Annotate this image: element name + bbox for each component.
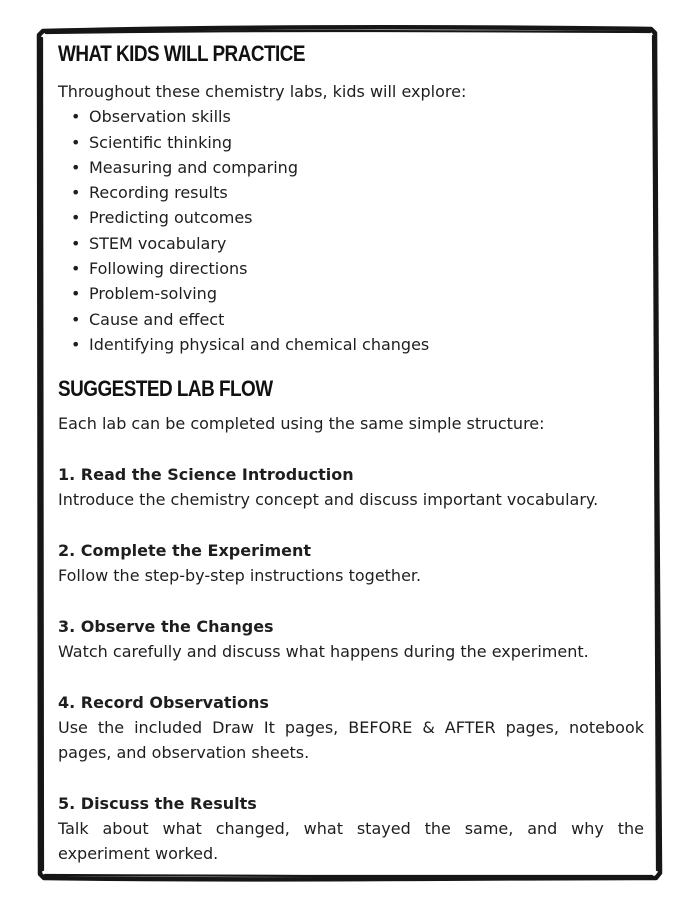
step-description: Follow the step-by-step instructions together.	[58, 566, 422, 586]
list-item	[58, 332, 644, 357]
list-item	[58, 307, 644, 332]
step-title: 3. Observe the Changes	[58, 616, 274, 636]
step-title: 4. Record Observations	[58, 692, 269, 712]
step-title: 1. Read the Science Introduction	[58, 464, 354, 484]
step-description: Talk about what changed, what stayed the same, and why the experiment worked.	[58, 819, 644, 864]
step-description: Use the included Draw It pages, BEFORE & AFTER pages, notebook pages, and observation sheets.	[58, 717, 644, 763]
bullet-icon: •	[71, 284, 81, 304]
list-item	[58, 231, 644, 256]
list-item-label: Recording results	[89, 183, 228, 203]
list-item-label: Measuring and comparing	[89, 157, 298, 177]
practice-section	[58, 40, 644, 357]
bullet-icon: •	[71, 183, 81, 203]
lab-flow-intro: Each lab can be completed using the same simple structure:	[58, 414, 545, 434]
list-item-label: Predicting outcomes	[89, 208, 253, 228]
bullet-icon: •	[71, 259, 81, 279]
list-item-label: Identifying physical and chemical changes	[89, 334, 430, 354]
lab-step	[58, 538, 644, 589]
bullet-icon: •	[71, 309, 81, 329]
bullet-icon: •	[71, 157, 81, 177]
step-title: 5. Discuss the Results	[58, 793, 257, 813]
lab-step	[58, 791, 644, 867]
list-item-label: Problem-solving	[89, 284, 217, 304]
list-item	[58, 155, 644, 180]
list-item	[58, 104, 644, 129]
step-description: Introduce the chemistry concept and discuss important vocabulary.	[58, 490, 599, 510]
bullet-icon: •	[71, 208, 81, 228]
list-item-label: STEM vocabulary	[89, 233, 227, 253]
lab-flow-heading: SUGGESTED LAB FLOW	[58, 376, 273, 402]
practice-heading: WHAT KIDS WILL PRACTICE	[58, 41, 306, 66]
list-item-label: Scientific thinking	[89, 132, 233, 152]
practice-list	[58, 104, 644, 357]
bullet-icon: •	[71, 233, 81, 253]
list-item	[58, 205, 644, 230]
lab-flow-section	[58, 375, 644, 866]
step-description: Watch carefully and discuss what happens during the experiment.	[58, 641, 589, 661]
page-content	[58, 40, 644, 867]
list-item-label: Observation skills	[89, 107, 231, 127]
list-item	[58, 180, 644, 205]
list-item-label: Following directions	[89, 259, 248, 279]
list-item	[58, 256, 644, 281]
lab-step	[58, 462, 644, 513]
lab-step	[58, 614, 644, 665]
bullet-icon: •	[71, 334, 81, 354]
bullet-icon: •	[71, 132, 81, 152]
lab-step	[58, 690, 644, 766]
list-item-label: Cause and effect	[89, 309, 225, 329]
list-item	[58, 130, 644, 155]
list-item	[58, 281, 644, 306]
practice-intro: Throughout these chemistry labs, kids will explore:	[58, 82, 467, 101]
step-title: 2. Complete the Experiment	[58, 540, 311, 560]
bullet-icon: •	[71, 107, 81, 127]
